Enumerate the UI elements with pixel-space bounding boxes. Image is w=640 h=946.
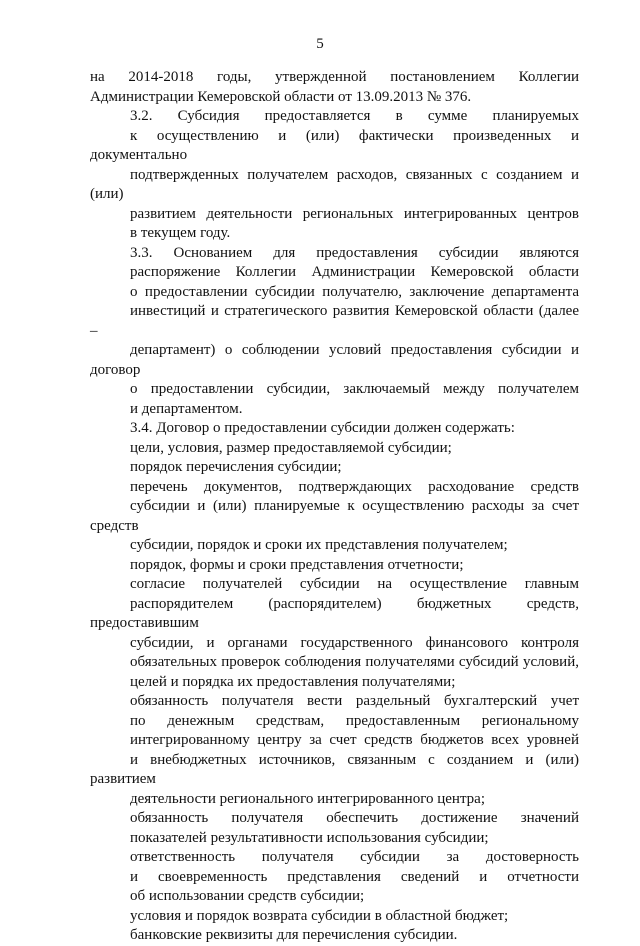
text-line: о предоставлении субсидии получателю, заключение департамента xyxy=(130,283,579,300)
text-line: ответственность получателя субсидии за достоверность xyxy=(130,849,579,865)
text-line: целей и порядка их предоставления получателями; xyxy=(130,673,456,690)
text-line: субсидии, порядок и сроки их представления получателем; xyxy=(130,537,508,553)
page-number: 5 xyxy=(316,36,324,52)
paragraph xyxy=(90,68,579,107)
text-line: и своевременность представления сведений и отчетности xyxy=(130,868,579,885)
text-line: на 2014-2018 годы, утвержденной постановлением Коллегии xyxy=(90,69,579,85)
paragraph xyxy=(90,848,579,907)
text-line: и департаментом. xyxy=(130,400,243,417)
paragraph xyxy=(90,926,579,946)
text-line: распорядителем (распорядителем) бюджетных средств, предоставившим xyxy=(90,595,579,631)
paragraph xyxy=(90,107,579,244)
paragraph xyxy=(90,244,579,420)
paragraph xyxy=(90,419,579,439)
text-line: инвестиций и стратегического развития Кемеровской области (далее – xyxy=(90,303,579,339)
paragraph xyxy=(90,575,579,692)
text-line: и внебюджетных источников, связанным с созданием и (или) развитием xyxy=(90,751,579,787)
text-line: субсидии и (или) планируемые к осуществлению расходы за счет средств xyxy=(90,498,579,534)
text-line: по денежным средствам, предоставленным региональному xyxy=(130,712,579,729)
text-line: цели, условия, размер предоставляемой субсидии; xyxy=(130,439,452,456)
paragraph xyxy=(90,809,579,848)
text-line: Администрации Кемеровской области от 13.09.2013 № 376. xyxy=(90,88,472,105)
paragraph xyxy=(90,907,579,927)
text-line: согласие получателей субсидии на осуществление главным xyxy=(130,576,579,592)
paragraph xyxy=(90,556,579,576)
text-line: 3.4. Договор о предоставлении субсидии должен содержать: xyxy=(130,420,515,436)
text-line: банковские реквизиты для перечисления субсидии. xyxy=(130,927,458,943)
text-line: обязанность получателя обеспечить достижение значений xyxy=(130,810,579,826)
text-line: субсидии, и органами государственного финансового контроля xyxy=(130,634,579,651)
text-line: обязательных проверок соблюдения получателями субсидий условий, xyxy=(130,654,579,670)
text-line: подтвержденных получателем расходов, связанных с созданием и (или) xyxy=(90,166,579,202)
text-line: условия и порядок возврата субсидии в областной бюджет; xyxy=(130,907,509,924)
text-line: в текущем году. xyxy=(130,225,231,241)
text-line: интегрированному центру за счет средств бюджетов всех уровней xyxy=(130,732,579,748)
document-body xyxy=(90,68,579,946)
text-line: департамент) о соблюдении условий предоставления субсидии и договор xyxy=(90,342,579,378)
text-line: порядок, формы и сроки представления отчетности; xyxy=(130,556,464,573)
text-line: развитием деятельности региональных интегрированных центров xyxy=(130,205,579,222)
text-line: о предоставлении субсидии, заключаемый между получателем xyxy=(130,381,579,397)
text-line: порядок перечисления субсидии; xyxy=(130,459,342,475)
paragraph xyxy=(90,439,579,459)
text-line: 3.2. Субсидия предоставляется в сумме планируемых xyxy=(130,108,579,124)
text-line: деятельности регионального интегрированного центра; xyxy=(130,790,486,807)
text-line: перечень документов, подтверждающих расходование средств xyxy=(130,478,579,495)
text-line: об использовании средств субсидии; xyxy=(130,888,365,904)
text-line: обязанность получателя вести раздельный бухгалтерский учет xyxy=(130,693,579,709)
text-line: показателей результативности использования субсидии; xyxy=(130,829,489,846)
text-line: 3.3. Основанием для предоставления субсидии являются xyxy=(130,244,579,261)
paragraph xyxy=(90,478,579,556)
text-line: к осуществлению и (или) фактически произведенных и документально xyxy=(90,127,579,163)
paragraph xyxy=(90,692,579,809)
paragraph xyxy=(90,458,579,478)
text-line: распоряжение Коллегии Администрации Кемеровской области xyxy=(130,264,579,280)
